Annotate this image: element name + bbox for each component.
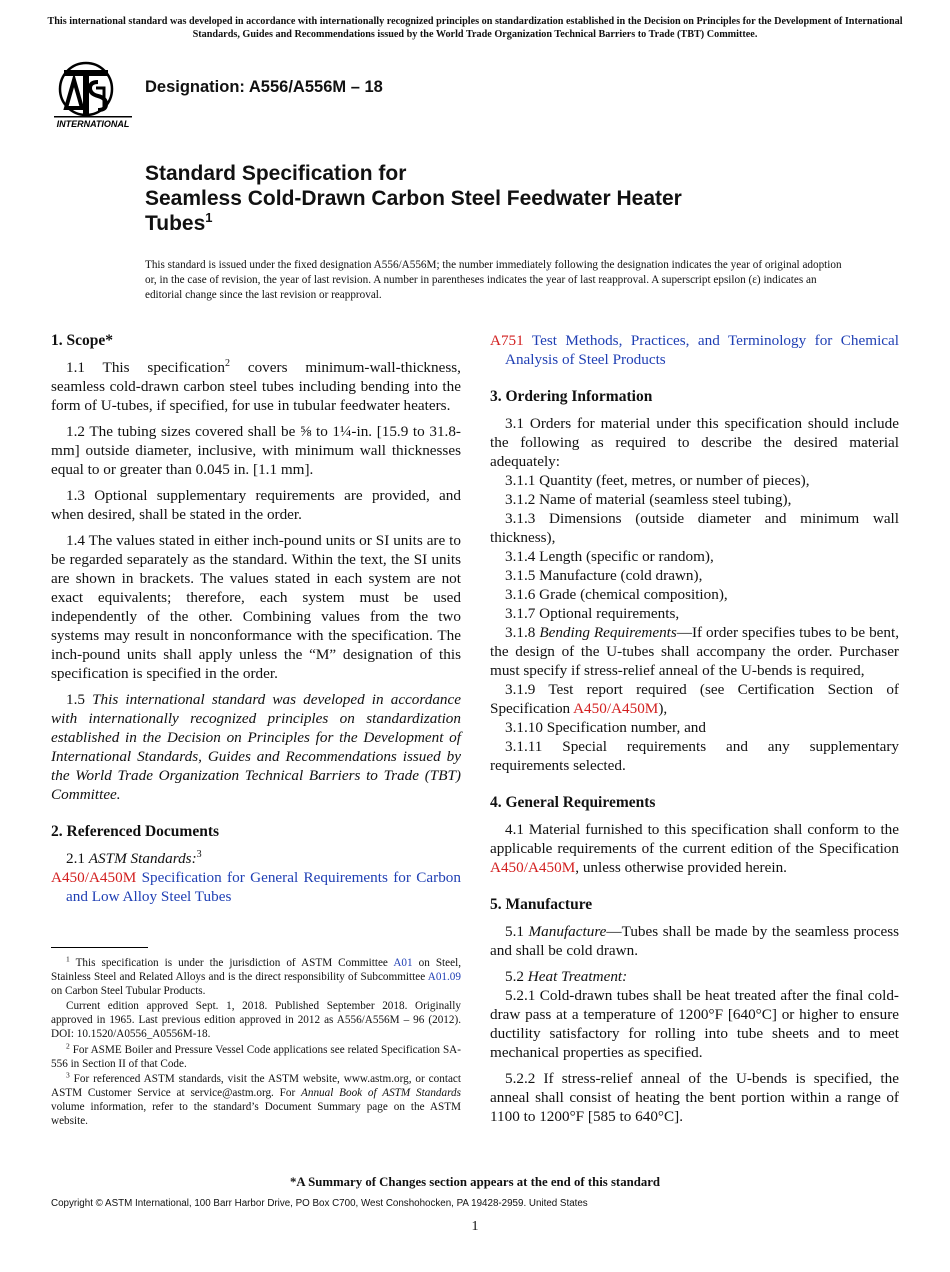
paragraph-3-1: 3.1 Orders for material under this specification should include the following as required to describe the desired material adequately: [490, 415, 899, 470]
paragraph-5-2: 5.2 Heat Treatment: [505, 968, 628, 985]
section-heading-general: 4. General Requirements [490, 794, 656, 811]
right-column [490, 331, 899, 1133]
title-line-3: Tubes [145, 212, 206, 235]
section-heading-scope: 1. Scope* [51, 332, 113, 349]
list-item: 3.1.6 Grade (chemical composition), [505, 586, 728, 603]
wto-notice: This international standard was developed in accordance with internationally recognized principles on standardization established in the Decision on Principles for the Development of International Standards, Guides and Recommendations issued by the World Trade Organization Technical Barriers to Trade (TBT) Committee. [47, 16, 903, 40]
paragraph-3-1-9: 3.1.9 Test report required (see Certification Section of Specification A450/A450M), [490, 681, 899, 717]
list-item: 3.1.7 Optional requirements, [505, 605, 680, 622]
footnotes [51, 954, 461, 1131]
reference-title-link[interactable]: Test Methods, Practices, and Terminology for Chemical Analysis of Steel Products [505, 332, 899, 368]
summary-of-changes-note: *A Summary of Changes section appears at the end of this standard [289, 1175, 661, 1189]
paragraph-3-1-11: 3.1.11 Special requirements and any supplementary requirements selected. [490, 738, 899, 774]
title-footnote-mark: 1 [205, 210, 213, 225]
reference-code-link[interactable]: A450/A450M [51, 869, 137, 886]
paragraph-1-2: 1.2 The tubing sizes covered shall be ⅝ to 1¼-in. [15.9 to 31.8-mm] outside diameter, inclusive, with minimum wall thicknesses equal to or greater than 0.045 in. [1.1 mm]. [51, 423, 461, 478]
title-line-2: Seamless Cold-Drawn Carbon Steel Feedwater Heater [145, 187, 682, 210]
list-item: 3.1.5 Manufacture (cold drawn), [505, 567, 703, 584]
spec-link[interactable]: A450/A450M [573, 700, 659, 717]
footnote-1: $^1$ This specification is under the jurisdiction of ASTM Committee A01 on Steel, Stainless Steel and Related Alloys and is the direct responsibility of Subcommittee A01.09 on Carbon Steel Tubular Products. [51, 954, 461, 997]
footnote-3: $^3$ For referenced ASTM standards, visit the ASTM website, www.astm.org, or contact ASTM Customer Service at service@astm.org. For Annual Book of ASTM Standards volume information, refer to the standard’s Document Summary page on the ASTM website. [51, 1070, 461, 1127]
list-item: 3.1.4 Length (specific or random), [505, 548, 714, 565]
paragraph-5-2-2: 5.2.2 If stress-relief anneal of the U-bends is specified, the anneal shall consist of heating the bent portion within a range of 1100 to 1200°F [585 to 640°C]. [490, 1070, 899, 1125]
paragraph-5-2-1: 5.2.1 Cold-drawn tubes shall be heat treated after the final cold-draw pass at a temperature of 1200°F [640°C] or higher to ensure ductility satisfactory for rolling into tube sheets and to meet mechanical properties as specified. [490, 987, 899, 1061]
footnote-edition: Current edition approved Sept. 1, 2018. Published September 2018. Originally approved in 1965. Last previous edition approved in 2012 as A556/A556M – 96 (2012). DOI: 10.1520/A0556_A0556M-18. [51, 1000, 461, 1040]
paragraph-1-5: 1.5 This international standard was developed in accordance with internationally recognized principles on standardization established in the Decision on Principles for the Development of International Standards, Guides and Recommendations issued by the World Trade Organization Technical Barriers to Trade (TBT) Committee. [51, 691, 462, 803]
list-item: 3.1.2 Name of material (seamless steel tubing), [505, 491, 792, 508]
standard-note: This standard is issued under the fixed designation A556/A556M; the number immediately following the designation indicates the year of original adoption or, in the case of revision, the year of last revision. A number in parentheses indicates the year of last reapproval. A superscript epsilon (ε) indicates an editorial change since the last revision or reapproval. [145, 259, 842, 301]
section-heading-manufacture: 5. Manufacture [490, 896, 593, 913]
paragraph-1-4: 1.4 The values stated in either inch-pound units or SI units are to be regarded separately as the standard. Within the text, the SI units are shown in brackets. The values stated in each system are not exact equivalents; therefore, each system must be used independently of the other. Combining values from the two systems may result in nonconformance with the specification. The inch-pound units shall apply unless the “M” designation of this specification is specified in the order. [51, 532, 461, 682]
paragraph-3-1-8: 3.1.8 Bending Requirements—If order specifies tubes to be bent, the design of the U-tubes shall accompany the order. Purchaser must specify if stress-relief anneal of the U-bends is required, [490, 624, 900, 679]
list-item: 3.1.3 Dimensions (outside diameter and minimum wall thickness), [490, 510, 899, 546]
reference-code-link[interactable]: A751 [490, 332, 524, 349]
section-heading-referenced-documents: 2. Referenced Documents [51, 823, 220, 840]
copyright: Copyright © ASTM International, 100 Barr Harbor Drive, PO Box C700, West Conshohocken, PA 19428-2959. United States [51, 1198, 588, 1209]
footnote-divider [51, 947, 148, 948]
paragraph-4-1: 4.1 Material furnished to this specification shall conform to the applicable requirements of the current edition of the Specification A450/A450M, unless otherwise provided herein. [490, 821, 899, 876]
title-line-1: Standard Specification for [145, 162, 407, 185]
paragraph-1-1: 1.1 This specification$^2$ covers minimum-wall-thickness, seamless cold-drawn carbon steel tubes including bending into the form of U-tubes, if specified, for use in tubular feedwater heaters. [51, 357, 461, 414]
left-column [51, 331, 461, 906]
paragraph-3-1-10: 3.1.10 Specification number, and [505, 719, 706, 736]
paragraph-1-3: 1.3 Optional supplementary requirements are provided, and when desired, shall be stated in the order. [51, 487, 461, 523]
logo-wordmark: INTERNATIONAL [56, 119, 130, 129]
designation: Designation: A556/A556M – 18 [145, 78, 383, 96]
astm-logo-icon [52, 58, 134, 133]
paragraph-2-1: 2.1 ASTM Standards:$^3$ [66, 848, 202, 867]
reference-a751[interactable] [490, 331, 899, 369]
spec-link[interactable]: A450/A450M [490, 859, 576, 876]
footnote-2: $^2$ For ASME Boiler and Pressure Vessel Code applications see related Specification SA-556 in Section II of that Code. [51, 1041, 461, 1070]
page-number: 1 [471, 1219, 479, 1234]
subcommittee-link[interactable]: A01.09 [427, 970, 461, 983]
reference-title-link[interactable]: Specification for General Requirements for Carbon and Low Alloy Steel Tubes [66, 869, 461, 905]
paragraph-5-1: 5.1 Manufacture—Tubes shall be made by the seamless process and shall be cold drawn. [490, 923, 900, 959]
section-heading-ordering: 3. Ordering Information [490, 388, 653, 405]
reference-a450[interactable] [51, 868, 461, 906]
document-title [145, 161, 865, 236]
astm-logo [52, 58, 134, 133]
committee-link[interactable]: A01 [393, 957, 413, 969]
list-item: 3.1.1 Quantity (feet, metres, or number of pieces), [505, 472, 810, 489]
